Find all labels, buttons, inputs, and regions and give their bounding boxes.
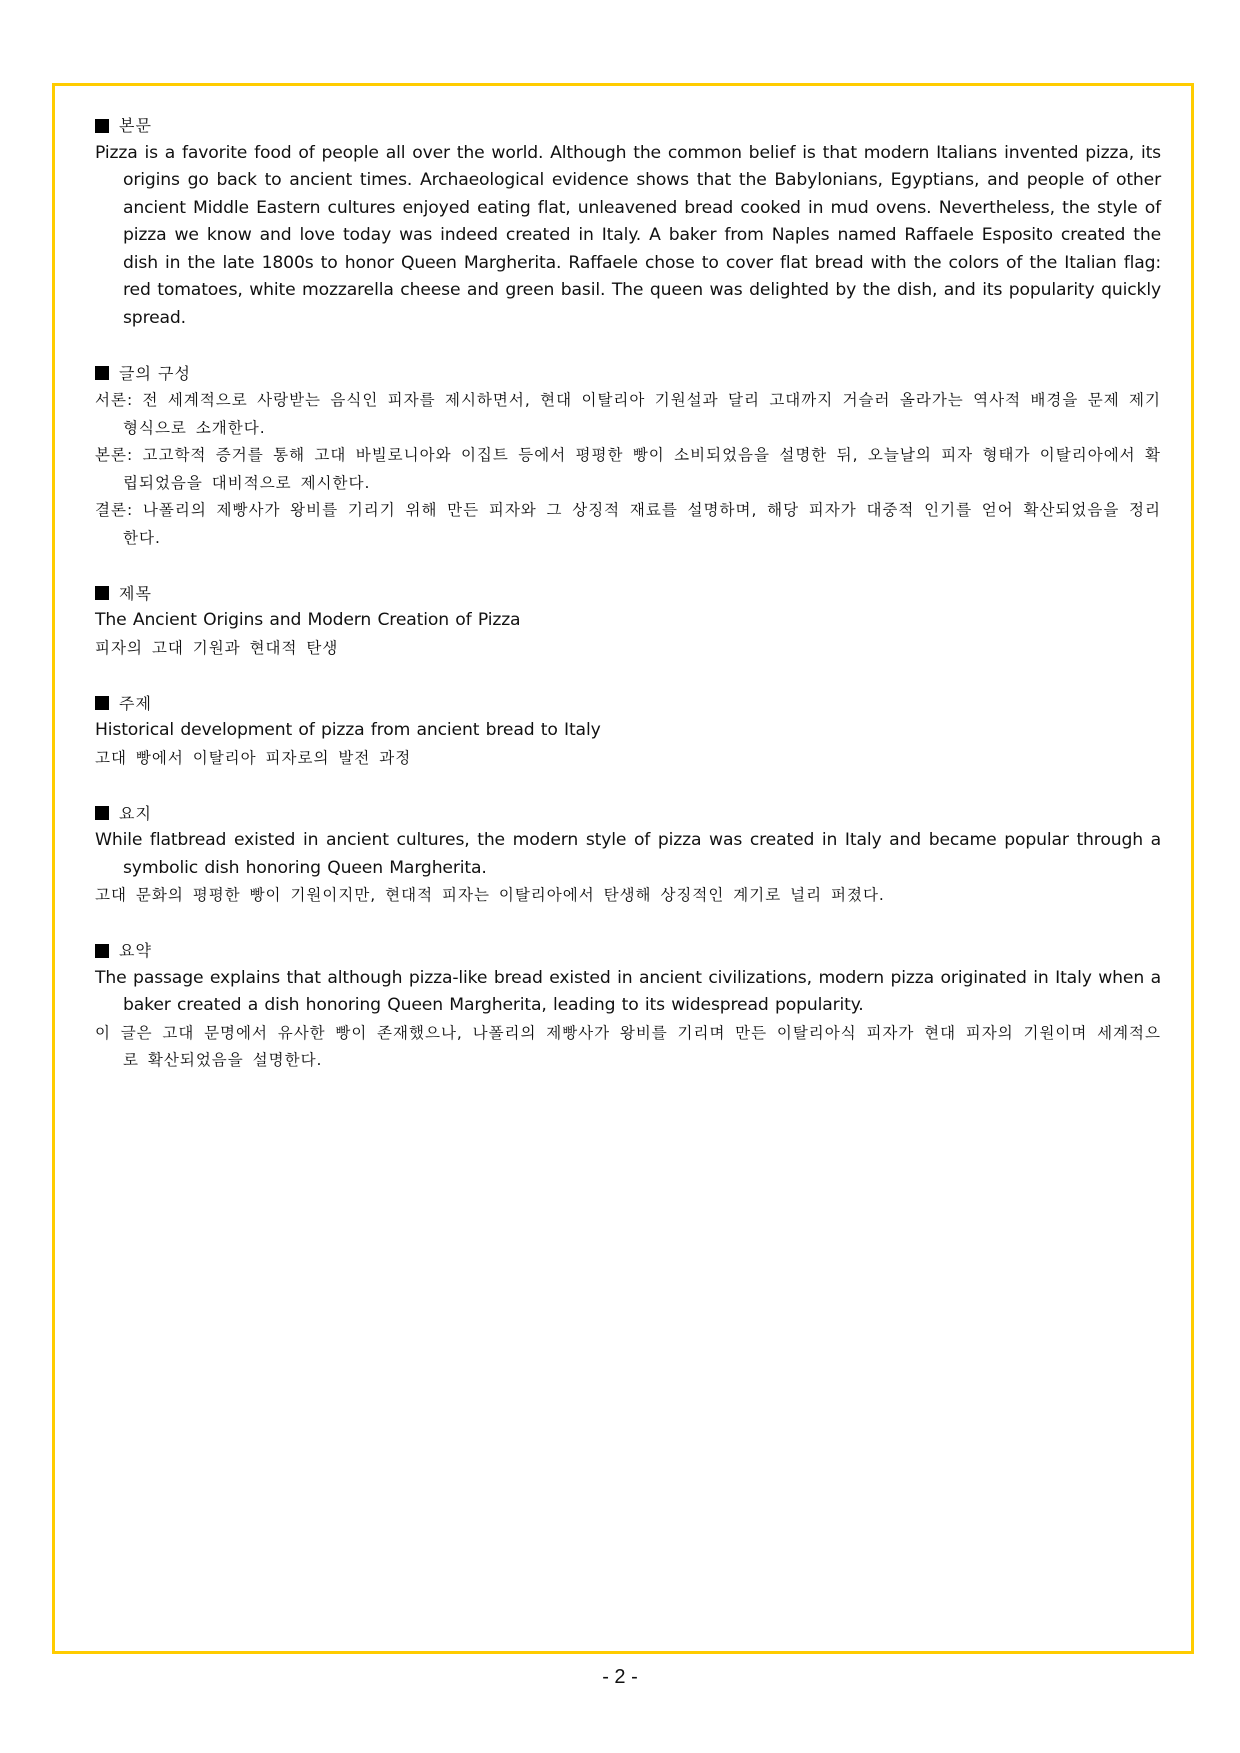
page-content: [95, 112, 1161, 1102]
body-passage: Pizza is a favorite food of people all over the world. Although the common belief is that modern Italians invented pizza, its origins go back to ancient times. Archaeological evidence shows that the Babylonians, Egyptians, and people of other ancient Middle Eastern cultures enjoyed eating flat, unleavened bread cooked in mud ovens. Nevertheless, the style of pizza we know and love today was indeed created in Italy. A baker from Naples named Raffaele Esposito created the dish in the late 1800s to honor Queen Margherita. Raffaele chose to cover flat bread with the colors of the Italian flag: red tomatoes, white mozzarella cheese and green basil. The queen was delighted by the dish, and its popularity quickly spread.: [95, 142, 1161, 328]
section-title: [95, 580, 1161, 663]
section-heading: [95, 112, 1161, 140]
section-structure: [95, 360, 1161, 553]
section-body: [95, 112, 1161, 332]
section-heading-label: 글의 구성: [119, 363, 191, 383]
summary-english: The passage explains that although pizza-like bread existed in ancient civilizations, modern pizza originated in Italy when a baker created a dish honoring Queen Margherita, leading to its widespread popularity.: [95, 967, 1161, 1015]
square-bullet-icon: [95, 696, 109, 710]
section-summary: [95, 937, 1161, 1075]
title-korean: 피자의 고대 기원과 현대적 탄생: [95, 638, 339, 657]
section-heading: [95, 800, 1161, 828]
section-heading: [95, 360, 1161, 388]
section-heading-label: 본문: [119, 116, 152, 135]
section-heading: [95, 580, 1161, 608]
page-number: - 2 -: [602, 1666, 638, 1688]
gist-korean: 고대 문화의 평평한 빵이 기원이지만, 현대적 피자는 이탈리아에서 탄생해 상징적인 계기로 널리 퍼졌다.: [95, 886, 885, 904]
section-heading-label: 제목: [119, 583, 152, 603]
structure-intro: 서론: 전 세계적으로 사랑받는 음식인 피자를 제시하면서, 현대 이탈리아 기원설과 달리 고대까지 거슬러 올라가는 역사적 배경을 문제 제기 형식으로 소개한다.: [95, 391, 1161, 437]
summary-korean: 이 글은 고대 문명에서 유사한 빵이 존재했으나, 나폴리의 제빵사가 왕비를 기리며 만든 이탈리아식 피자가 현대 피자의 기원이며 세계적으로 확산되었음을 설명한다.: [95, 1023, 1161, 1069]
square-bullet-icon: [95, 944, 109, 958]
square-bullet-icon: [95, 586, 109, 600]
section-heading-label: 요약: [119, 941, 152, 960]
square-bullet-icon: [95, 119, 109, 133]
square-bullet-icon: [95, 366, 109, 380]
section-topic: [95, 690, 1161, 773]
section-heading: [95, 937, 1161, 965]
section-gist: [95, 800, 1161, 910]
title-english: The Ancient Origins and Modern Creation of Pizza: [95, 610, 521, 630]
topic-english: Historical development of pizza from ancient bread to Italy: [95, 720, 601, 740]
section-heading-label: 요지: [119, 803, 152, 823]
page-frame: [52, 83, 1194, 1654]
gist-english: While flatbread existed in ancient cultures, the modern style of pizza was created in Italy and became popular through a symbolic dish honoring Queen Margherita.: [95, 830, 1161, 878]
section-heading: [95, 690, 1161, 718]
square-bullet-icon: [95, 806, 109, 820]
topic-korean: 고대 빵에서 이탈리아 피자로의 발전 과정: [95, 748, 412, 767]
structure-main: 본론: 고고학적 증거를 통해 고대 바빌로니아와 이집트 등에서 평평한 빵이 소비되었음을 설명한 뒤, 오늘날의 피자 형태가 이탈리아에서 확립되었음을 대비적으로 제시한다.: [95, 446, 1161, 492]
structure-conclusion: 결론: 나폴리의 제빵사가 왕비를 기리기 위해 만든 피자와 그 상징적 재료를 설명하며, 해당 피자가 대중적 인기를 얻어 확산되었음을 정리한다.: [95, 501, 1161, 547]
section-heading-label: 주제: [119, 693, 152, 713]
